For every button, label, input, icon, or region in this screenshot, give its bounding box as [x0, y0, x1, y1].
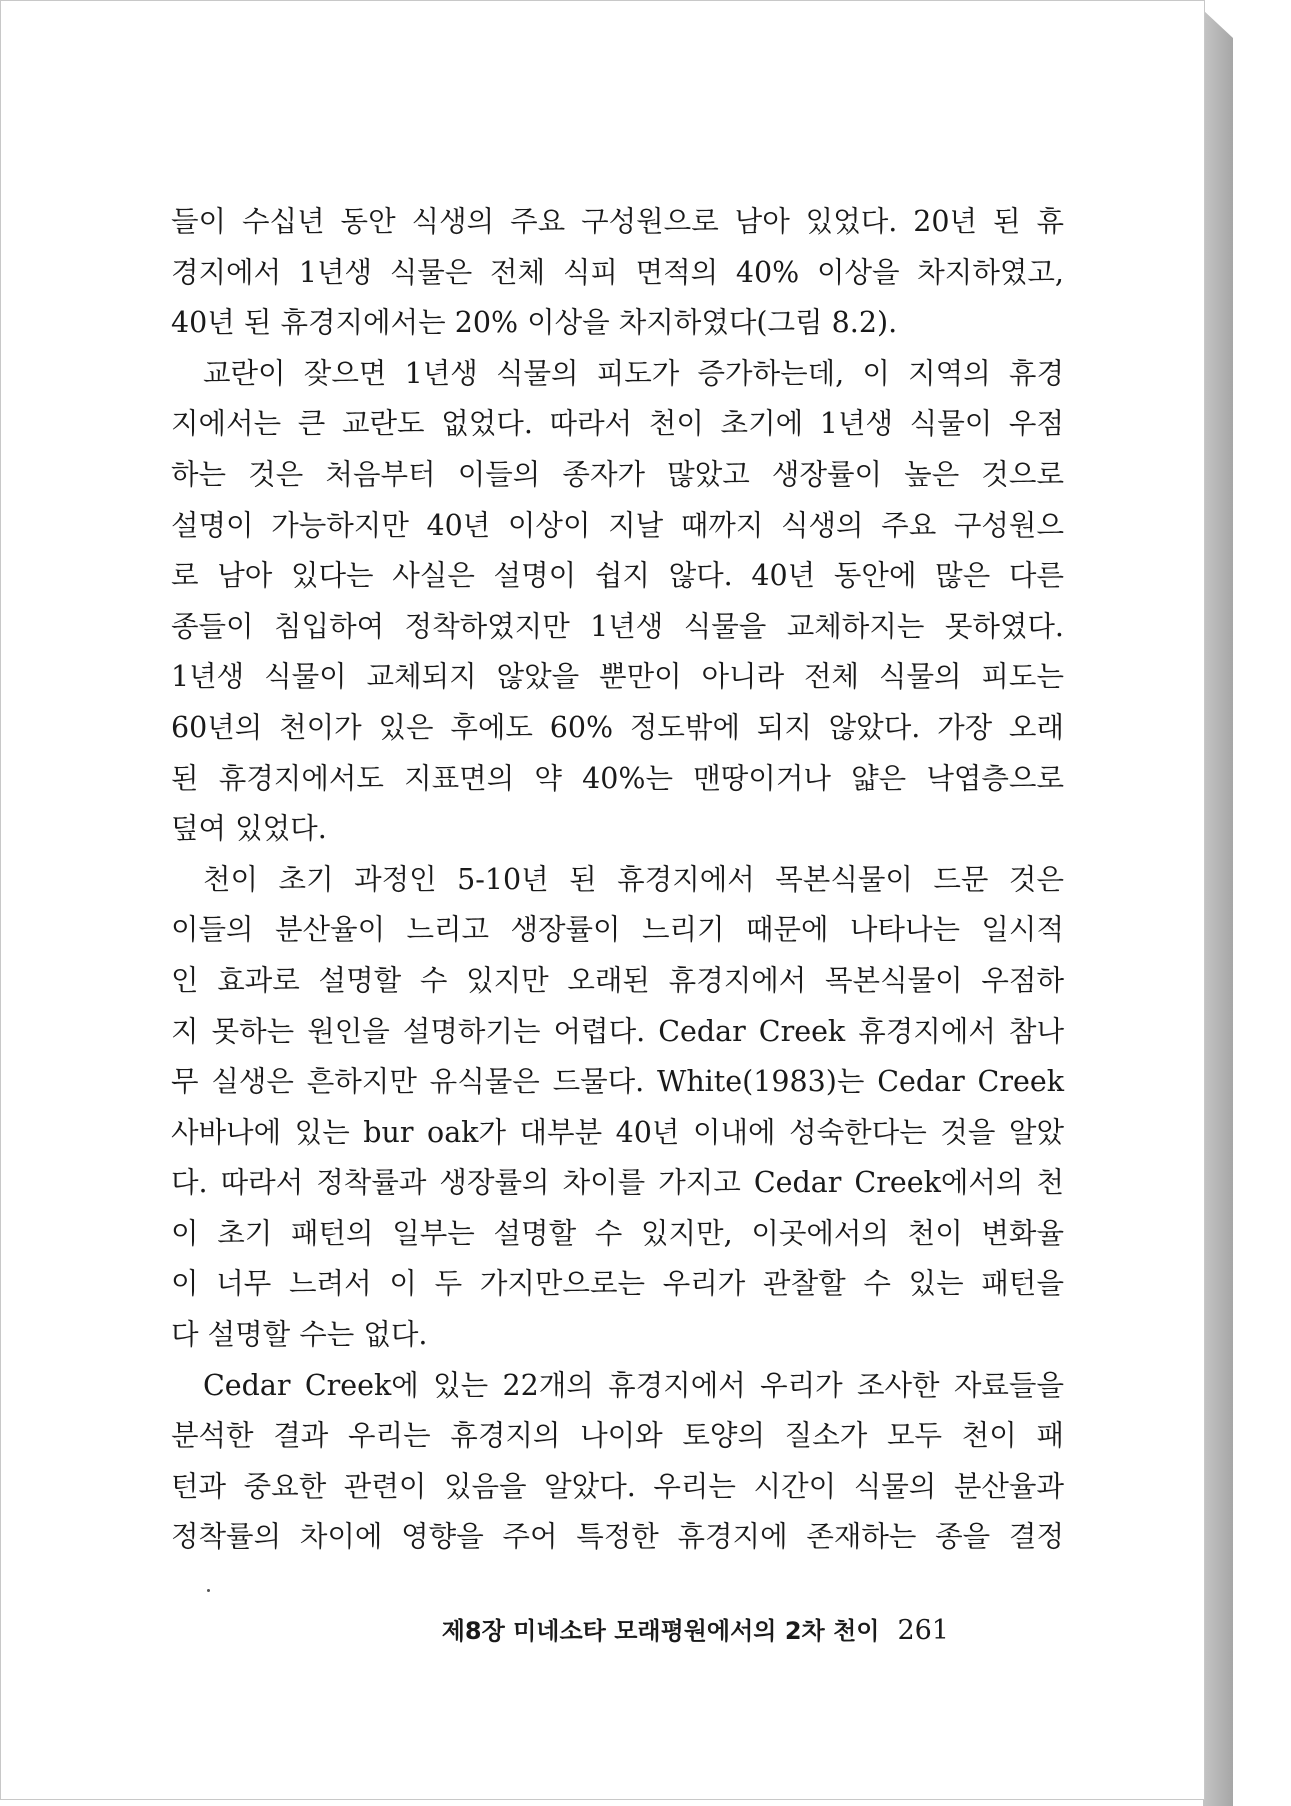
text-line: 설명이 가능하지만 40년 이상이 지날 때까지 식생의 주요 구성원으: [171, 508, 1064, 542]
text-line: 다 설명할 수는 없다.: [171, 1318, 428, 1352]
text-line: 지 못하는 원인을 설명하기는 어렵다. Cedar Creek 휴경지에서 참나: [171, 1014, 1064, 1048]
text-line: 이 초기 패턴의 일부는 설명할 수 있지만, 이곳에서의 천이 변화율: [171, 1216, 1064, 1250]
text-line: 40년 된 휴경지에서는 20% 이상을 차지하였다(그림 8.2).: [171, 306, 898, 340]
text-line: 종들이 침입하여 정착하였지만 1년생 식물을 교체하지는 못하였다.: [171, 609, 1064, 643]
text-line: 턴과 중요한 관련이 있음을 알았다. 우리는 시간이 식물의 분산율과: [171, 1469, 1064, 1503]
text-line: 경지에서 1년생 식물은 전체 식피 면적의 40% 이상을 차지하였고,: [171, 255, 1064, 289]
text-line: 이들의 분산율이 느리고 생장률이 느리기 때문에 나타나는 일시적: [171, 913, 1064, 947]
page-number: 261: [897, 1615, 949, 1646]
text-line: 60년의 천이가 있은 후에도 60% 정도밖에 되지 않았다. 가장 오래: [171, 710, 1064, 744]
text-line: 하는 것은 처음부터 이들의 종자가 많았고 생장률이 높은 것으로: [171, 457, 1064, 491]
text-line: 된 휴경지에서도 지표면의 약 40%는 맨땅이거나 얇은 낙엽층으로: [171, 761, 1064, 795]
text-line: 덮여 있었다.: [171, 812, 327, 846]
text-line: 이 너무 느려서 이 두 가지만으로는 우리가 관찰할 수 있는 패턴을: [171, 1267, 1064, 1301]
page-stack-edge: [1203, 10, 1233, 1806]
text-line: 인 효과로 설명할 수 있지만 오래된 휴경지에서 목본식물이 우점하: [171, 963, 1064, 997]
running-footer: [442, 1611, 949, 1646]
text-line: 분석한 결과 우리는 휴경지의 나이와 토양의 질소가 모두 천이 패: [171, 1419, 1064, 1453]
text-line: 천이 초기 과정인 5-10년 된 휴경지에서 목본식물이 드문 것은: [203, 862, 1064, 896]
text-line: 로 남아 있다는 사실은 설명이 쉽지 않다. 40년 동안에 많은 다른: [171, 559, 1064, 593]
text-line: 1년생 식물이 교체되지 않았을 뿐만이 아니라 전체 식물의 피도는: [171, 660, 1064, 694]
text-line: 무 실생은 흔하지만 유식물은 드물다. White(1983)는 Cedar Creek: [171, 1065, 1064, 1099]
chapter-title: 제8장 미네소타 모래평원에서의 2차 천이: [441, 1617, 880, 1645]
text-line: 들이 수십년 동안 식생의 주요 구성원으로 남아 있었다. 20년 된 휴: [171, 205, 1064, 238]
text-line: 지에서는 큰 교란도 없었다. 따라서 천이 초기에 1년생 식물이 우점: [171, 407, 1064, 441]
text-line: 사바나에 있는 bur oak가 대부분 40년 이내에 성숙한다는 것을 알았: [171, 1115, 1064, 1149]
stray-dot: [207, 1589, 210, 1592]
text-line: 다. 따라서 정착률과 생장률의 차이를 가지고 Cedar Creek에서의 천: [171, 1166, 1064, 1200]
text-line: 교란이 잦으면 1년생 식물의 피도가 증가하는데, 이 지역의 휴경: [203, 356, 1064, 390]
text-line: Cedar Creek에 있는 22개의 휴경지에서 우리가 조사한 자료들을: [203, 1368, 1064, 1402]
body-text: [171, 197, 1064, 1563]
text-line: 정착률의 차이에 영향을 주어 특정한 휴경지에 존재하는 종을 결정: [171, 1520, 1064, 1554]
